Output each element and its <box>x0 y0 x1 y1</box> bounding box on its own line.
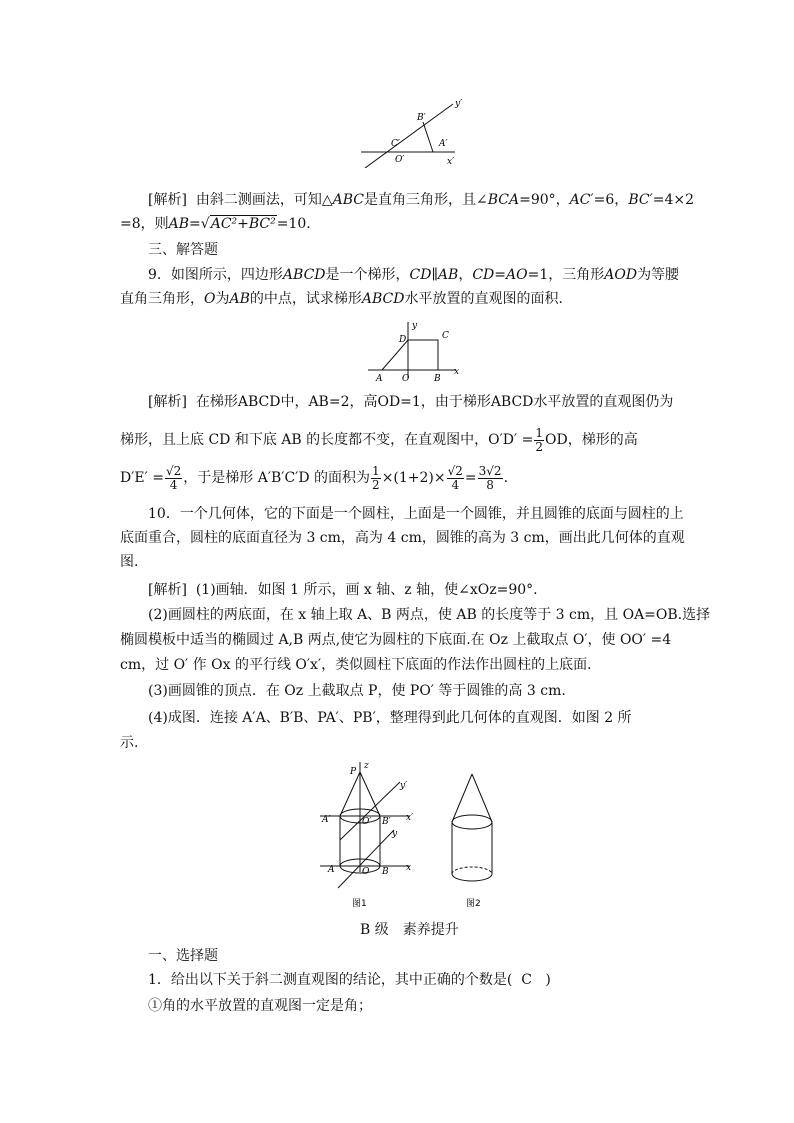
fraction: $\frac{1}{2}$ <box>535 425 544 454</box>
solution-9-line2: 梯形，且上底 CD 和下底 AB 的长度都不变，在直观图中，O′D′ = $\frac{1}{2}$ OD，梯形的高 <box>120 425 638 454</box>
label-y: y <box>392 829 398 839</box>
solution-tag: [解析] <box>148 192 187 208</box>
fraction: $\frac{√2}{4}$ <box>165 463 182 492</box>
label-o-prime: O′ <box>362 817 372 827</box>
cone-cylinder-figures <box>316 760 526 916</box>
label-z: z <box>364 761 369 771</box>
label-c: C <box>442 331 449 341</box>
y-prime-axis <box>340 782 400 840</box>
label-b: B <box>382 867 389 877</box>
oblique-triangle-figure <box>355 96 475 168</box>
label-o: O′ <box>395 155 405 165</box>
label-p: P <box>350 767 357 777</box>
figure-2-solid <box>452 774 492 909</box>
label-x-prime: x′ <box>406 813 414 823</box>
fraction: $\frac{√2}{4}$ <box>447 463 463 492</box>
y-axis <box>365 104 453 168</box>
solution-9-line3: D′E′ = $\frac{√2}{4}$ ，于是梯形 A′B′C′D 的面积为 $\frac{1}{2}$ ×(1+2)× $\frac{√2}{4}$ = $\frac{3√2}{8}$ . <box>120 463 509 492</box>
solution-10-step2-line3: cm，过 O′ 作 Ox 的平行线 O′x′，类似圆柱下底面的作法作出圆柱的上底面． <box>120 657 602 673</box>
trapezoid-shape <box>382 340 438 370</box>
trapezoid-figure <box>366 318 466 384</box>
label-d: D <box>399 335 407 345</box>
label-o: O <box>402 374 410 384</box>
fraction: $\frac{1}{2}$ <box>372 463 380 492</box>
label-x: x <box>406 863 412 873</box>
question-10-line3: 图. <box>120 554 139 570</box>
question-9-line1: 9．如图所示，四边形ABCD是一个梯形，CD∥AB，CD=AO=1，三角形AOD为等腰 <box>148 267 680 283</box>
question-9-line2: 直角三角形，O为AB的中点，试求梯形ABCD水平放置的直观图的面积． <box>120 291 573 307</box>
upper-base <box>452 815 492 829</box>
segment-ba <box>423 122 433 152</box>
question-10-line1: 10．一个几何体，它的下面是一个圆柱，上面是一个圆锥，并且圆锥的底面与圆柱的上 <box>148 506 684 522</box>
section-heading-1: 一、选择题 <box>148 948 218 964</box>
answer-choice: C <box>521 972 532 988</box>
fraction: $\frac{3√2}{8}$ <box>478 463 502 492</box>
label-a: A <box>328 865 335 875</box>
label-y-prime: y′ <box>400 781 408 791</box>
solution-10-step4-line1: (4)成图．连接 A′A、B′B、PA′、PB′，整理得到此几何体的直观图．如图 2 所 <box>148 710 632 726</box>
label-o: O <box>362 867 370 877</box>
label-b: B <box>434 374 441 384</box>
caption-figure-2: 图2 <box>466 899 481 909</box>
label-y: y′ <box>455 99 463 109</box>
label-x: x′ <box>447 157 455 167</box>
label-c: C′ <box>391 139 400 149</box>
label-y: y <box>412 321 418 331</box>
solution-10-step3: (3)画圆锥的顶点．在 Oz 上截取点 P，使 PO′ 等于圆锥的高 3 cm. <box>148 683 566 699</box>
question-10-line2: 底面重合，圆柱的底面直径为 3 cm，高为 4 cm，圆锥的高为 3 cm，画出此几何体的直观 <box>120 530 685 546</box>
section-heading-3: 三、解答题 <box>148 242 218 258</box>
label-x: x <box>454 367 460 377</box>
label-b: B′ <box>417 113 426 123</box>
solution-tag: [解析] <box>148 582 187 598</box>
mc-question-1: 1．给出以下关于斜二测直观图的结论，其中正确的个数是( C ) <box>148 972 551 988</box>
solution-8-line1: [解析] 由斜二测画法，可知△ABC是直角三角形，且∠BCA=90°，AC′=6，BC′=4×2 <box>148 192 695 208</box>
figure-1-construction <box>320 761 413 909</box>
label-a: A′ <box>439 139 448 149</box>
level-b-heading: B 级 素养提升 <box>360 922 459 938</box>
mc-item-1: ①角的水平放置的直观图一定是角； <box>148 998 372 1014</box>
sqrt-expression: AC²+BC² <box>210 216 276 232</box>
label-a: A <box>376 374 383 384</box>
label-b-prime: B′ <box>382 817 391 827</box>
solution-10-step4-line2: 示. <box>120 735 139 751</box>
label-a-prime: A′ <box>322 815 331 825</box>
solution-tag: [解析] <box>148 394 187 410</box>
caption-figure-1: 图1 <box>352 899 367 909</box>
solution-10-step1: [解析] (1)画轴．如图 1 所示，画 x 轴、z 轴，使∠xOz=90°. <box>148 582 538 598</box>
solution-10-step2-line1: (2)画圆柱的两底面，在 x 轴上取 A、B 两点，使 AB 的长度等于 3 cm，且 OA=OB.选择 <box>148 607 711 623</box>
lower-base-front <box>452 874 492 881</box>
solution-8-line2: =8，则AB=√AC²+BC²=10. <box>120 216 311 232</box>
lower-base-back <box>452 867 492 874</box>
solution-9-line1: [解析] 在梯形ABCD中，AB=2，高OD=1，由于梯形ABCD水平放置的直观图仍为 <box>148 394 674 410</box>
solution-10-step2-line2: 椭圆模板中适当的椭圆过 A,B 两点,使它为圆柱的下底面.在 Oz 上截取点 O′，使 OO′ =4 <box>120 632 672 648</box>
